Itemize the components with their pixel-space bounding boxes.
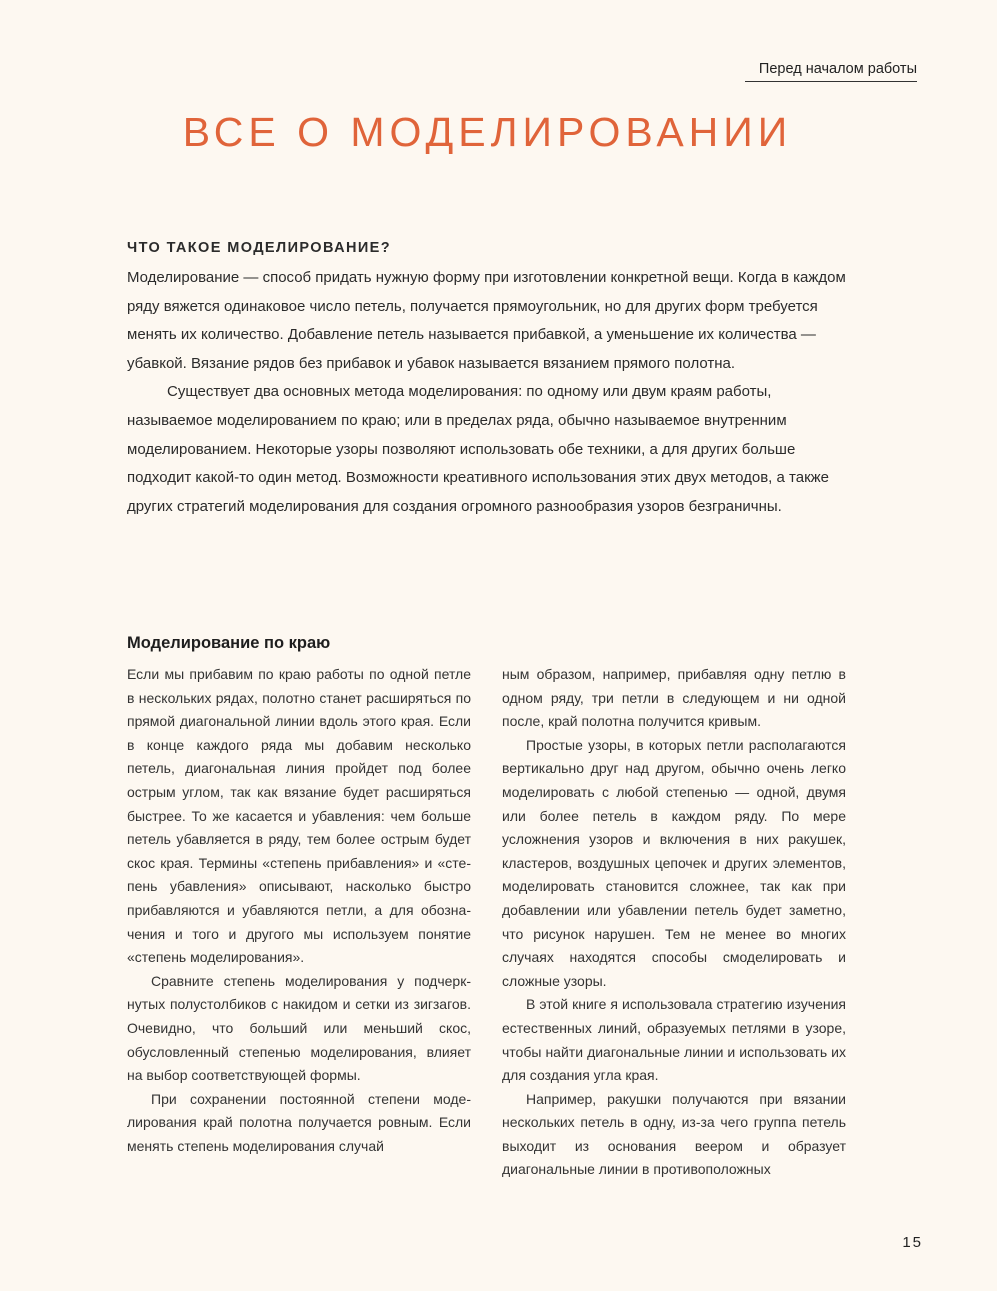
intro-paragraph-1: Моделирование — способ придать нужную форму при изготовлении конкретной вещи. Когда в каждом ряду вяжется одинаковое число петель, получается прямоугольник, но для других форм требуется менять их количество. Добавление петель называется прибавкой, а уменьшение их количества — убавкой. Вязание рядов без прибавок и убавок называется вязанием прямого полотна. [127,269,846,372]
right-paragraph-3: В этой книге я использовала стратегию изучения естественных линий, образуемых петлями в узоре, чтобы найти диагональные линии и использовать их для создания угла края. [502,996,846,1084]
running-head: Перед началом работы [745,61,917,82]
section-heading: ЧТО ТАКОЕ МОДЕЛИРОВАНИЕ? [127,240,391,256]
subsection-heading: Моделирование по краю [127,634,331,652]
right-paragraph-2: Простые узоры, в которых петли располагаются вертикально друг над другом, обычно очень легко моделировать с любой степенью — одной, двумя или более петель в каждом ряду. По мере усложнения узоров и включения в них ракушек, кластеров, воздушных цепочек и других элементов, моделировать становится сложнее, так как при добавлении или убавлении петель будет заметно, что рисунок нарушен. Тем не менее во многих случаях находятся способы смоделировать и сложные узоры. [502,736,846,989]
intro-section [127,236,847,521]
intro-paragraph-2: Существует два основных метода моделирования: по одному или двум краям работы, называемое моделированием по краю; или в пределах ряда, обычно называемое внутренним моделированием. Некоторые узоры позволяют использовать обе техники, а для других больше подходит какой-то один метод. Возможности креативного использования этих двух методов, а также других стратегий моделирования для создания огромного разнообразия узоров безграничны. [127,383,830,515]
page-number: 15 [902,1234,923,1251]
left-paragraph-1: Если мы прибавим по краю работы по одной петле в нескольких рядах, полотно станет расширяться по прямой диагональной линии вдоль этого края. Если в конце каждого ряда мы добавим несколько петель, диагональная линия пройдет под более острым углом, так как вязание будет расширяться быстрее. То же касается и убавления: чем больше петель убавляется в ряду, тем более острым будет скос края. Термины «степень прибавления» и «степень убавления» описывают, насколько быстро прибавляются и убавляются петли, а для обозначения и того и другого мы используем понятие «степень моделирования». [127,666,471,966]
right-paragraph-1: ным образом, например, прибавляя одну петлю в одном ряду, три петли в следующем и ни одной после, край полотна получится кривым. [502,666,846,730]
chapter-title: ВСЕ О МОДЕЛИРОВАНИИ [182,109,793,155]
right-text-column [502,663,846,1182]
right-paragraph-4: Например, ракушки получаются при вязании нескольких петель в одну, из-за чего группа петель выходит из основания веером и образует диагональные линии в противоположных [502,1090,846,1178]
left-paragraph-3: При сохранении постоянной степени моделирования край полотна получается ровным. Если менять степень моделирования случай [127,1090,471,1154]
left-text-column [127,663,471,1158]
left-paragraph-2: Сравните степень моделирования у подчеркнутых полустолбиков с накидом и сетки из зигзагов. Очевидно, что больший или меньший скос, обусловленный степенью моделирования, влияет на выбор соответствующей формы. [127,972,471,1084]
